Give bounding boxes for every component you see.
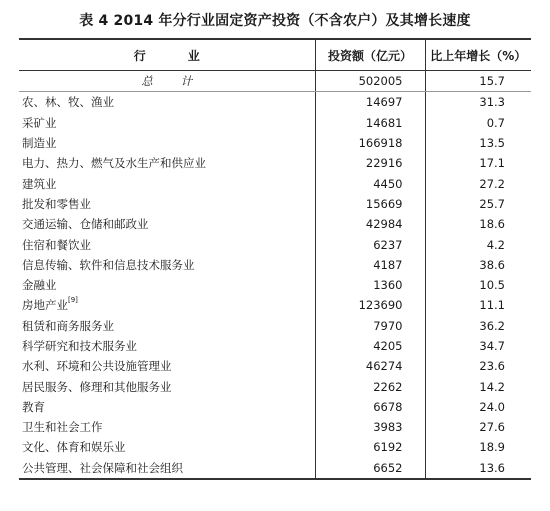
industry-cell (19, 173, 315, 193)
industry-name: 交通运输、仓储和邮政业 (22, 217, 149, 232)
industry-name: 制造业 (22, 136, 57, 151)
table-row (19, 356, 531, 376)
growth-cell: 25.7 (479, 196, 505, 211)
industry-name: 文化、体育和娱乐业 (22, 440, 126, 455)
growth-cell: 34.7 (479, 339, 505, 353)
industry-cell (19, 214, 315, 234)
footnote-marker: [9] (68, 296, 78, 305)
industry-cell (19, 234, 315, 254)
industry-name: 住宿和餐饮业 (22, 237, 91, 252)
total-label: 总计 (19, 71, 315, 92)
growth-cell: 13.6 (479, 460, 505, 475)
industry-cell (19, 316, 315, 336)
investment-cell: 3983 (315, 417, 425, 437)
table-row (19, 214, 531, 234)
header-growth: 比上年增长（%） (425, 39, 531, 71)
industry-name: 农、林、牧、渔业 (22, 95, 114, 110)
total-investment: 502005 (315, 71, 425, 92)
table-row (19, 92, 531, 113)
investment-cell: 46274 (315, 356, 425, 376)
investment-cell: 4205 (315, 336, 425, 356)
investment-cell: 6678 (315, 397, 425, 417)
growth-cell: 18.6 (479, 217, 505, 232)
investment-cell: 1360 (315, 275, 425, 295)
growth-cell: 31.3 (479, 95, 505, 110)
total-growth: 15.7 (425, 71, 531, 92)
table-row (19, 234, 531, 254)
investment-table (19, 38, 531, 480)
industry-name: 建筑业 (22, 176, 57, 191)
industry-name: 电力、热力、燃气及水生产和供应业 (22, 156, 206, 171)
industry-name: 采矿业 (22, 115, 57, 130)
growth-cell: 14.2 (479, 379, 505, 394)
industry-name: 卫生和社会工作 (22, 420, 103, 435)
industry-name: 租赁和商务服务业 (22, 318, 114, 333)
table-row (19, 194, 531, 214)
growth-cell: 11.1 (479, 298, 505, 313)
industry-name: 科学研究和技术服务业 (22, 339, 137, 353)
investment-cell: 6652 (315, 458, 425, 479)
investment-cell: 14697 (315, 92, 425, 113)
industry-cell (19, 356, 315, 376)
header-row (19, 39, 531, 71)
industry-cell (19, 275, 315, 295)
industry-name: 水利、环境和公共设施管理业 (22, 359, 172, 374)
header-investment: 投资额（亿元） (315, 39, 425, 71)
industry-cell (19, 153, 315, 173)
industry-name: 教育 (22, 399, 45, 414)
industry-name: 信息传输、软件和信息技术服务业 (22, 257, 195, 272)
investment-cell: 4187 (315, 255, 425, 275)
growth-cell: 0.7 (486, 115, 505, 130)
industry-name: 金融业 (22, 278, 57, 293)
growth-cell: 17.1 (479, 156, 505, 171)
growth-cell: 18.9 (479, 440, 505, 455)
table-row (19, 458, 531, 479)
investment-cell: 123690 (315, 295, 425, 315)
growth-cell: 27.6 (479, 420, 505, 435)
table-row (19, 275, 531, 295)
industry-cell (19, 376, 315, 396)
growth-cell: 10.5 (479, 278, 505, 293)
table-row (19, 397, 531, 417)
total-row (19, 71, 531, 92)
investment-cell: 14681 (315, 113, 425, 133)
growth-cell: 23.6 (479, 359, 505, 374)
growth-cell: 4.2 (486, 237, 505, 252)
table-title: 表 4 2014 年分行业固定资产投资（不含农户）及其增长速度 (79, 13, 471, 29)
table-row (19, 173, 531, 193)
investment-cell: 6192 (315, 437, 425, 457)
growth-cell: 13.5 (479, 136, 505, 151)
table-row (19, 316, 531, 336)
table-row (19, 437, 531, 457)
industry-cell (19, 437, 315, 457)
header-industry: 行业 (19, 39, 315, 71)
industry-name: 公共管理、社会保障和社会组织 (22, 460, 183, 475)
growth-cell: 38.6 (479, 257, 505, 272)
investment-cell: 22916 (315, 153, 425, 173)
investment-cell: 4450 (315, 173, 425, 193)
industry-cell (19, 194, 315, 214)
industry-cell (19, 458, 315, 479)
investment-cell: 166918 (315, 133, 425, 153)
industry-cell (19, 295, 315, 315)
industry-name: 房地产业 (22, 298, 68, 313)
industry-cell (19, 417, 315, 437)
investment-cell: 15669 (315, 194, 425, 214)
growth-cell: 36.2 (479, 318, 505, 333)
industry-cell (19, 113, 315, 133)
industry-name: 居民服务、修理和其他服务业 (22, 379, 172, 394)
table-row (19, 336, 531, 356)
growth-cell: 27.2 (479, 176, 505, 191)
investment-cell: 42984 (315, 214, 425, 234)
investment-cell: 6237 (315, 234, 425, 254)
industry-cell (19, 92, 315, 113)
growth-cell: 24.0 (479, 399, 505, 414)
table-row (19, 255, 531, 275)
investment-cell: 2262 (315, 376, 425, 396)
industry-name: 批发和零售业 (22, 196, 91, 211)
table-row (19, 153, 531, 173)
investment-cell: 7970 (315, 316, 425, 336)
table-row (19, 113, 531, 133)
industry-cell (19, 255, 315, 275)
industry-cell (19, 397, 315, 417)
table-row (19, 295, 531, 315)
table-row (19, 133, 531, 153)
table-row (19, 376, 531, 396)
industry-cell (19, 336, 315, 356)
industry-cell (19, 133, 315, 153)
table-row (19, 417, 531, 437)
